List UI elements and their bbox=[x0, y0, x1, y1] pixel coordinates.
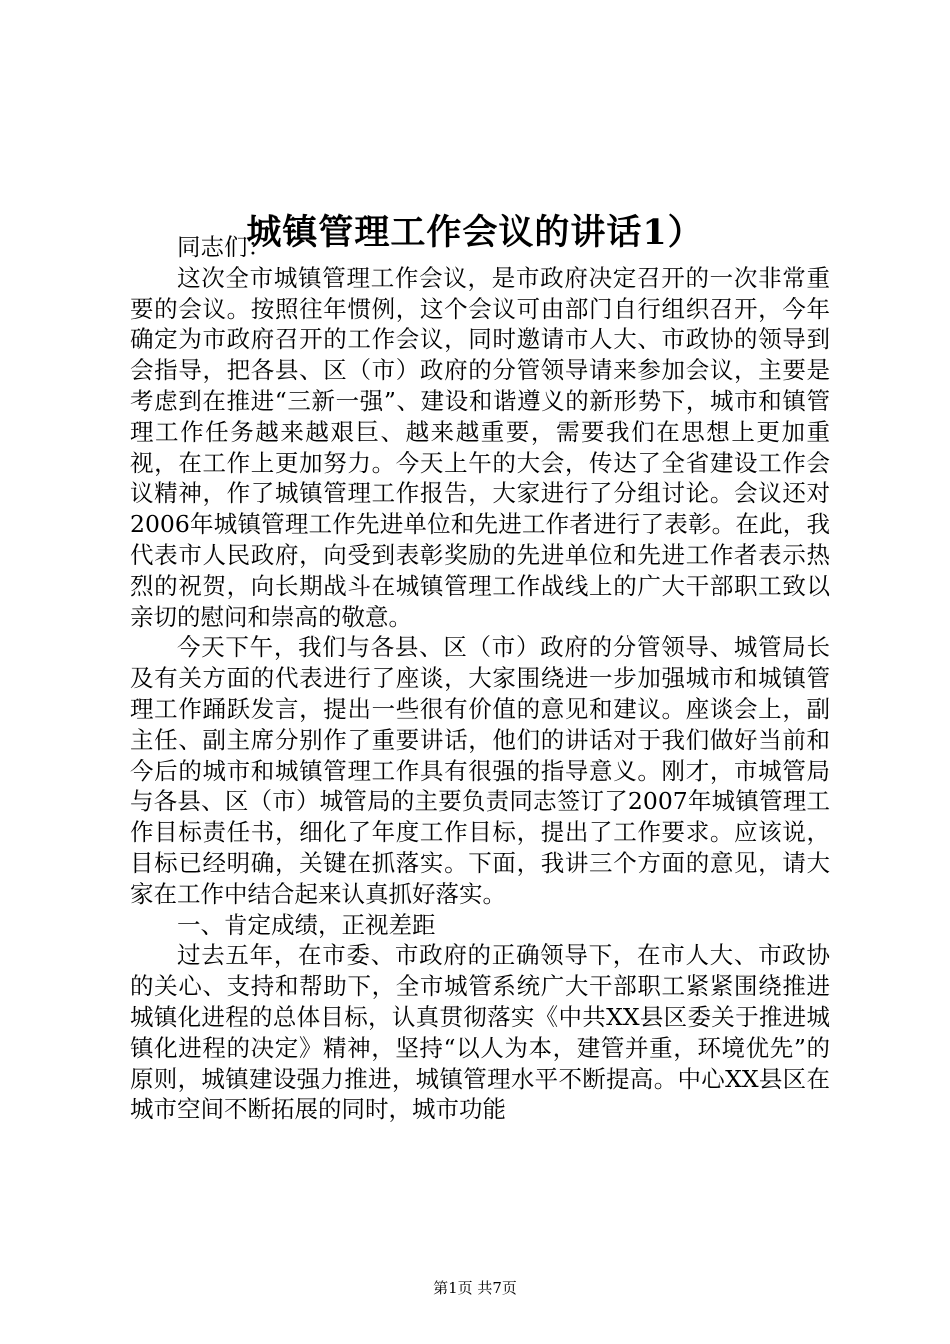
salutation: 同志们： bbox=[177, 233, 271, 261]
paragraph-opening: 这次全市城镇管理工作会议，是市政府决定召开的一次非常重要的会议。按照往年惯例，这个会议可由部门自行组织召开，今年确定为市政府召开的工作会议，同时邀请市人大、市政协的领导到会指导，把各县、区（市）政府的分管领导请来参加会议，主要是考虑到在推进“三新一强”、建设和谐遵义的新形势下，城市和镇管理工作任务越来越艰巨、越来越重要，需要我们在思想上更加重视，在工作上更加努力。今天上午的大会，传达了全省建设工作会议精神，作了城镇管理工作报告，大家进行了分组讨论。会议还对2006年城镇管理工作先进单位和先进工作者进行了表彰。在此，我代表市人民政府，向受到表彰奖励的先进单位和先进工作者表示热烈的祝贺，向长期战斗在城镇管理工作战线上的广大干部职工致以亲切的慰问和崇高的敬意。 bbox=[130, 263, 830, 631]
document-title: 城镇管理工作会议的讲话1） bbox=[246, 212, 704, 254]
paragraph-past-five-years: 过去五年，在市委、市政府的正确领导下，在市人大、市政协的关心、支持和帮助下，全市城管系统广大干部职工紧紧围绕推进城镇化进程的总体目标，认真贯彻落实《中共XX县区委关于推进城镇化进程的决定》精神，坚持“以人为本，建管并重，环境优先”的原则，城镇建设强力推进，城镇管理水平不断提高。中心XX县区在城市空间不断拓展的同时，城市功能 bbox=[130, 941, 830, 1124]
section-heading-1: 一、肯定成绩，正视差距 bbox=[177, 910, 436, 939]
page-number-footer: 第1页 共7页 bbox=[433, 1279, 517, 1297]
document-body bbox=[130, 232, 830, 1125]
paragraph-afternoon-meeting: 今天下午，我们与各县、区（市）政府的分管领导、城管局长及有关方面的代表进行了座谈，大家围绕进一步加强城市和城镇管理工作踊跃发言，提出一些很有价值的意见和建议。座谈会上，副主任、副主席分别作了重要讲话，他们的讲话对于我们做好当前和今后的城市和城镇管理工作具有很强的指导意义。刚才，市城管局与各县、区（市）城管局的主要负责同志签订了2007年城镇管理工作目标责任书，细化了年度工作目标，提出了工作要求。应该说，目标已经明确，关键在抓落实。下面，我讲三个方面的意见，请大家在工作中结合起来认真抓好落实。 bbox=[130, 633, 830, 908]
